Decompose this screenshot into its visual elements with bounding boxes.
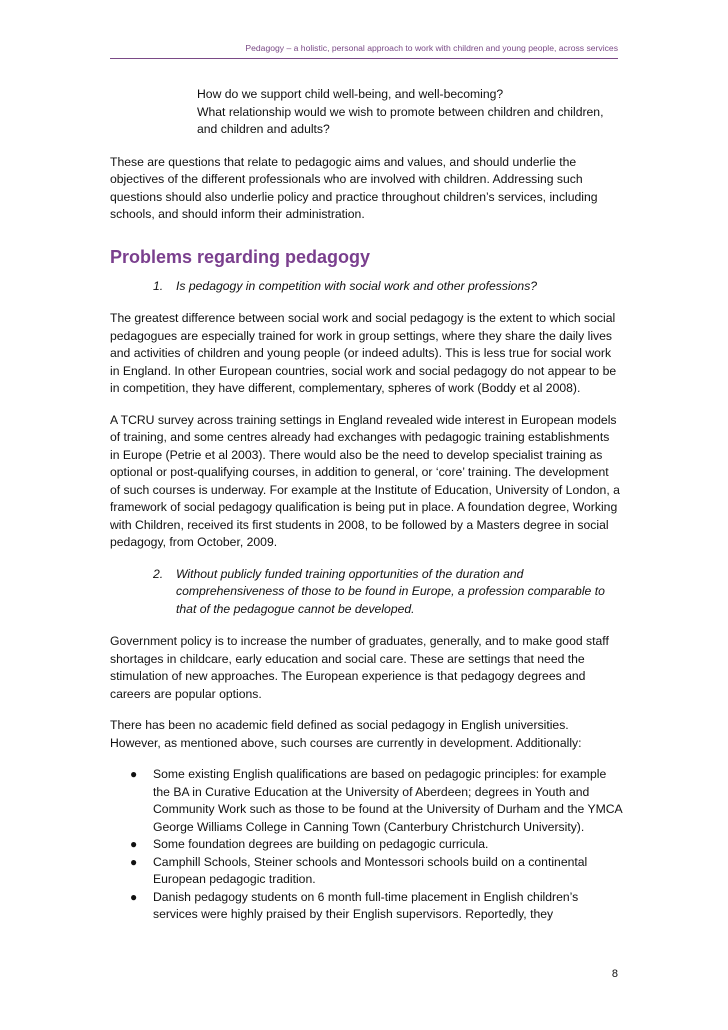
list-item-text: Danish pedagogy students on 6 month full-time placement in English children’s services were highly praised by their English supervisors. Reportedly, they — [153, 889, 579, 921]
list-item — [130, 766, 622, 836]
question-2: What relationship would we wish to promote between children and children, and children and adults? — [197, 104, 604, 136]
bullet-icon: ● — [130, 767, 138, 781]
intro-paragraph: These are questions that relate to pedagogic aims and values, and should underlie the objectives of the different professionals who are involved with children. Addressing such questions should also underlie policy and practice throughout children’s services, including schools, and should inform their administration. — [110, 154, 598, 221]
bullet-list — [110, 766, 622, 924]
list-item — [130, 889, 622, 924]
list-item-text: Some foundation degrees are building on pedagogic curricula. — [153, 837, 489, 851]
list-item-text: Some existing English qualifications are based on pedagogic principles: for example the BA in Curative Education at the University of Aberdeen; degrees in Youth and Community Work such as those to be found at the University of Durham and the YMCA George Williams College in Canning Town (Canterbury Christchurch University). — [153, 767, 622, 834]
bullet-icon: ● — [130, 854, 138, 869]
paragraph-government-policy: Government policy is to increase the number of graduates, generally, and to make good staff shortages in childcare, early education and social care. These are settings that need the stimulation of new approaches. The European experience is that pedagogy degrees and careers are popular options. — [110, 634, 609, 701]
list-item-text: Camphill Schools, Steiner schools and Montessori schools build on a continental European pedagogic tradition. — [153, 854, 588, 886]
paragraph-social-work: The greatest difference between social work and social pedagogy is the extent to which social pedagogues are especially trained for work in group settings, where they share the daily lives and activities of children and young people (or indeed adults). This is less true for social work in England. In other European countries, social work and social pedagogy do not appear to be in competition, they have different, complementary, spheres of work (Boddy et al 2008). — [110, 311, 617, 395]
question-list — [197, 86, 622, 139]
running-header — [110, 38, 618, 59]
list-item — [130, 854, 622, 889]
bullet-icon: ● — [130, 837, 138, 851]
paragraph-tcru-survey: A TCRU survey across training settings in England revealed wide interest in European models of training, and some centres already had exchanges with pedagogic training establishments in Europe (Petrie et al 2003). There would also be the need to develop specialist training as optional or post-qualifying courses, in addition to general, or ‘core’ training. The development of such courses is underway. For example at the Institute of Education, University of London, a framework of social pedagogy qualification is being put in place. A foundation degree, Working with Children, received its first students in 2008, to be followed by a Masters degree in social pedagogy, from October, 2009. — [110, 412, 620, 549]
bullet-icon: ● — [130, 889, 138, 904]
list-item — [130, 836, 622, 854]
numbered-question-2-text: Without publicly funded training opportunities of the duration and comprehensiveness of those to be found in Europe, a profession comparable to that of the pedagogue cannot be developed. — [176, 566, 605, 616]
numbered-question-1-text: Is pedagogy in competition with social work and other professions? — [176, 278, 538, 293]
numbered-question-2-number: 2. — [153, 566, 164, 581]
numbered-question-1 — [153, 278, 622, 296]
running-title: Pedagogy – a holistic, personal approach to work with children and young people, across services — [245, 43, 618, 53]
page-body — [110, 86, 622, 924]
paragraph-academic-field: There has been no academic field defined as social pedagogy in English universities. However, as mentioned above, such courses are currently in development. Additionally: — [110, 718, 582, 750]
question-1: How do we support child well-being, and well-becoming? — [197, 87, 504, 101]
numbered-question-2 — [153, 566, 622, 619]
page-number: 8 — [611, 968, 618, 980]
section-heading: Problems regarding pedagogy — [110, 246, 371, 267]
numbered-question-1-number: 1. — [153, 278, 164, 293]
